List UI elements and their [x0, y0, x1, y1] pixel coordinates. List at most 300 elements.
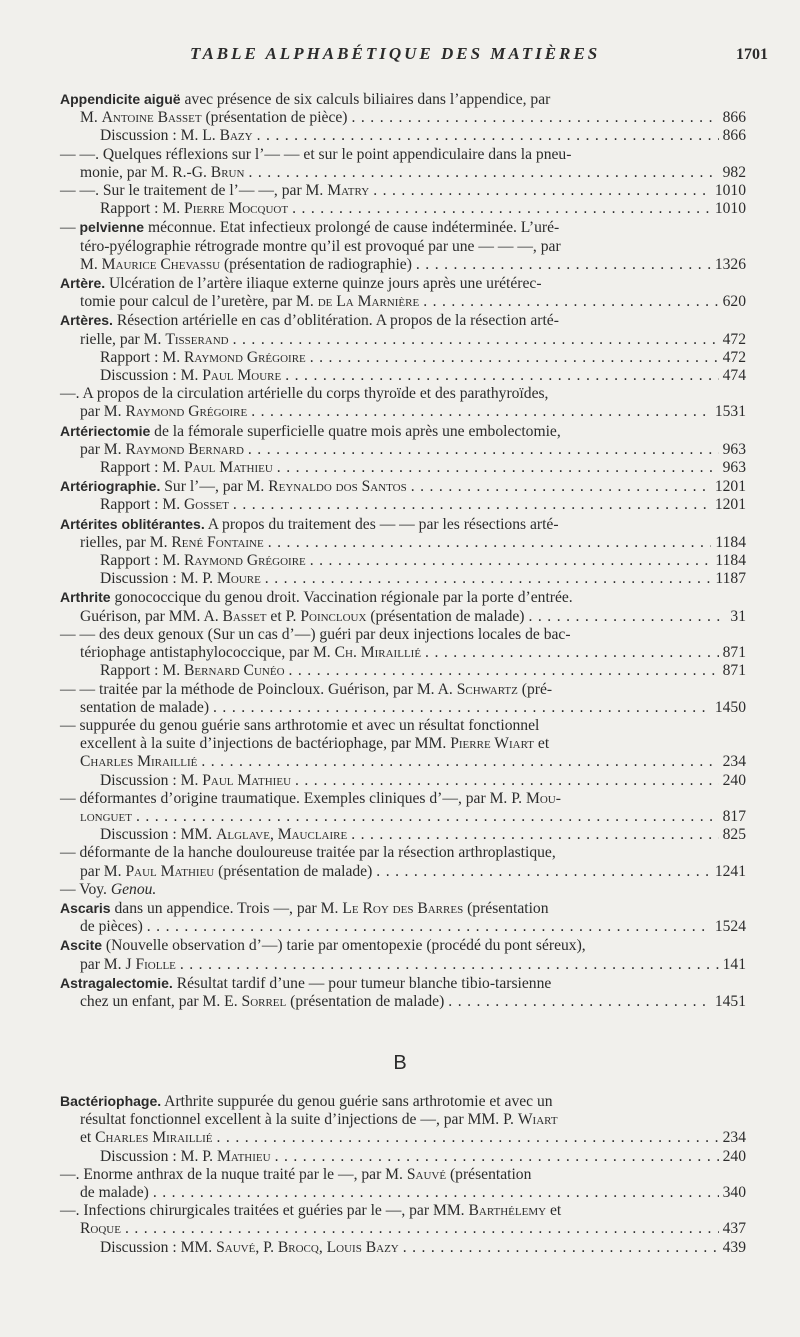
page-reference: 1450 — [714, 698, 746, 716]
index-line — [60, 109, 746, 127]
index-text: (pré- — [517, 680, 553, 698]
index-text: Gosset — [184, 496, 229, 514]
leader-dots — [306, 552, 712, 570]
index-line-text — [80, 956, 176, 974]
index-text: — suppurée du genou guérie sans arthrotomie et avec un résultat fonctionnel — [60, 716, 540, 734]
leader-dots — [291, 772, 719, 790]
index-line-text — [80, 735, 549, 753]
index-text: Sauvé — [406, 1165, 447, 1183]
index-text: par M. — [80, 440, 126, 458]
index-text: Rapport : M. — [100, 348, 185, 366]
index-text: — — traitée par la méthode de Poincloux. Guérison, par M. A. — [60, 680, 457, 698]
index-line-text — [80, 1129, 213, 1147]
index-line — [60, 735, 746, 753]
index-text: Alglave, Mauclaire — [216, 826, 348, 844]
index-text: Paul Mathieu — [202, 771, 292, 789]
index-line-text — [80, 331, 229, 349]
index-text: tériophage antistaphylococcique, par M. — [80, 644, 335, 662]
index-line — [60, 182, 746, 200]
index-line-text — [100, 826, 347, 844]
index-heading: Artériectomie — [60, 422, 151, 439]
index-text: Matry — [327, 182, 370, 200]
page-reference: 1187 — [715, 570, 746, 588]
page-header — [0, 40, 800, 70]
index-text: par M. — [80, 862, 126, 880]
leader-dots — [288, 200, 711, 218]
index-line-text — [100, 772, 291, 790]
index-line-text — [60, 90, 550, 109]
index-text: Reynaldo dos Santos — [268, 478, 407, 496]
index-text: — — des deux genoux (Sur un cas d’—) guéri par deux injections locales de bac- — [60, 625, 571, 643]
index-line-text — [80, 918, 143, 936]
index-text: Rapport : M. — [100, 496, 185, 514]
index-text: Wiart — [517, 1111, 558, 1129]
page-reference: 982 — [722, 163, 746, 181]
index-line — [60, 534, 746, 552]
index-line — [60, 403, 746, 421]
index-line — [60, 881, 746, 899]
index-line-text — [60, 974, 551, 993]
index-line-text — [60, 844, 556, 862]
index-text: par M. J — [80, 955, 136, 973]
index-heading: Appendicite aiguë — [60, 91, 181, 107]
page-reference: 825 — [722, 826, 746, 844]
leader-dots — [247, 403, 711, 421]
index-line — [60, 200, 746, 218]
index-text: — — [60, 219, 80, 237]
leader-dots — [261, 570, 712, 588]
index-text: Ch. Miraillié — [334, 644, 422, 662]
index-heading: Bactériophage. — [60, 1093, 162, 1109]
index-line — [60, 863, 746, 881]
page-reference: 437 — [722, 1220, 746, 1238]
index-text: Résection artérielle en cas d’oblitération. A propos de la résection arté- — [112, 312, 559, 330]
index-line — [60, 238, 746, 256]
index-text: gonococcique du genou droit. Vaccination régionale par la porte d’entrée. — [110, 589, 573, 607]
page-reference: 817 — [722, 807, 746, 825]
index-line — [60, 844, 746, 862]
leader-dots — [121, 1220, 719, 1238]
index-line-text — [80, 608, 525, 626]
index-line-text — [80, 699, 209, 717]
index-line — [60, 164, 746, 182]
index-text: Sur l’—, par M. — [160, 478, 269, 496]
index-line-text — [100, 349, 306, 367]
index-text: Mathieu — [216, 1147, 271, 1165]
index-line — [60, 1092, 746, 1111]
index-text: —. Infections chirurgicales traitées et guéries par le —, par MM. — [60, 1202, 469, 1220]
index-line-text — [80, 441, 244, 459]
leader-dots — [253, 127, 719, 145]
index-line — [60, 662, 746, 680]
index-line — [60, 1184, 746, 1202]
index-text: (présentation de radiographie) — [220, 255, 412, 273]
index-text: Rapport : M. — [100, 200, 185, 218]
index-line-text — [100, 200, 288, 218]
page-reference: 1531 — [714, 403, 746, 421]
index-text: Discussion : M. P. — [100, 570, 217, 588]
leader-dots — [407, 478, 711, 496]
leader-dots — [213, 1129, 719, 1147]
index-text: Ulcération de l’artère iliaque externe quinze jours après une urétérec- — [105, 275, 542, 293]
page-reference: 1451 — [714, 992, 746, 1010]
index-entries-a — [60, 90, 746, 1011]
index-line-text — [60, 477, 407, 496]
index-line — [60, 1129, 746, 1147]
index-line — [60, 367, 746, 385]
index-line-text — [60, 936, 586, 955]
leader-dots — [264, 534, 712, 552]
section-letter: B — [393, 1052, 407, 1074]
index-line-text — [60, 146, 571, 164]
index-text: longuet — [80, 807, 132, 825]
index-line-text — [80, 238, 561, 256]
index-text: Rapport : M. — [100, 459, 185, 477]
index-line-text — [80, 1111, 558, 1129]
index-text: Roque — [80, 1220, 121, 1238]
index-text: Barthélemy — [468, 1202, 547, 1220]
index-line-text — [60, 1092, 553, 1111]
index-line — [60, 477, 746, 496]
index-text: Arthrite suppurée du genou guérie sans arthrotomie et avec un — [161, 1093, 553, 1110]
index-text: Maurice Chevassu — [101, 255, 221, 273]
index-text: Moure — [216, 570, 261, 588]
index-line-text — [80, 534, 264, 552]
index-line — [60, 588, 746, 607]
leader-dots — [412, 256, 711, 274]
index-line — [60, 385, 746, 403]
index-text: (présentation de malade) — [286, 992, 445, 1010]
index-text: Paul Moure — [202, 367, 282, 385]
index-line — [60, 956, 746, 974]
index-text: Discussion : M. — [100, 771, 203, 789]
index-text: méconnue. Etat infectieux prolongé de cause indéterminée. L’uré- — [144, 219, 560, 237]
index-text: résultat fonctionnel excellent à la suite d’injections de —, par MM. P. — [80, 1111, 518, 1129]
running-title: TABLE ALPHABÉTIQUE DES MATIÈRES — [190, 44, 601, 63]
index-text: Paul Mathieu — [125, 862, 215, 880]
index-line-text — [60, 515, 559, 534]
index-line-text — [60, 899, 549, 918]
index-text: de malade) — [80, 1184, 149, 1202]
index-text: et P. — [266, 607, 301, 625]
page-reference: 871 — [722, 662, 746, 680]
index-text: et — [546, 1202, 562, 1220]
index-line — [60, 570, 746, 588]
index-line-text — [60, 881, 156, 899]
index-line — [60, 681, 746, 699]
index-text: Antoine Basset — [101, 109, 202, 127]
page-reference: 439 — [722, 1238, 746, 1256]
leader-dots — [348, 109, 719, 127]
index-line — [60, 90, 746, 109]
page-reference: 340 — [722, 1184, 746, 1202]
index-line-text — [60, 311, 559, 330]
leader-dots — [444, 993, 711, 1011]
leader-dots — [306, 349, 719, 367]
index-line — [60, 808, 746, 826]
index-line — [60, 496, 746, 514]
index-text: tomie pour calcul de l’uretère, par M. — [80, 293, 318, 311]
index-text: A propos du traitement des — — par les résections arté- — [204, 515, 559, 533]
index-line — [60, 127, 746, 145]
index-text: René Fontaine — [171, 533, 264, 551]
index-line-text — [80, 293, 419, 311]
page-reference: 31 — [730, 607, 746, 625]
index-line-text — [100, 1239, 399, 1257]
index-heading: Artère. — [60, 275, 106, 292]
index-heading: Arthrite — [60, 589, 111, 606]
index-line — [60, 826, 746, 844]
index-line — [60, 459, 746, 477]
index-line-text — [100, 127, 253, 145]
page-reference: 240 — [722, 771, 746, 789]
index-line — [60, 608, 746, 626]
index-line-text — [60, 385, 548, 403]
leader-dots — [149, 1184, 719, 1202]
index-heading: pelvienne — [79, 219, 145, 236]
index-heading: Ascite — [60, 937, 103, 954]
index-line-text — [100, 570, 261, 588]
leader-dots — [209, 699, 711, 717]
index-text: Sorrel — [241, 992, 287, 1010]
index-line-text — [100, 662, 285, 680]
index-line — [60, 993, 746, 1011]
index-line-text — [60, 218, 559, 237]
page-reference: 866 — [722, 127, 746, 145]
index-text: Discussion : MM. — [100, 826, 217, 844]
index-text: Basset — [222, 607, 267, 625]
page-reference: 871 — [722, 644, 746, 662]
page-reference: 963 — [722, 440, 746, 458]
index-text: Le Roy des Barres — [342, 899, 464, 917]
index-line — [60, 311, 746, 330]
page-reference: 234 — [722, 1129, 746, 1147]
index-text: Bernard Cunéo — [184, 662, 285, 680]
index-line-text — [100, 367, 281, 385]
index-line-text — [60, 274, 542, 293]
index-text: Résultat tardif d’une — pour tumeur blanche tibio-tarsienne — [172, 974, 552, 992]
index-text: de pièces) — [80, 918, 143, 936]
index-line — [60, 753, 746, 771]
index-line-text — [80, 403, 247, 421]
page-reference: 866 — [722, 109, 746, 127]
index-line — [60, 899, 746, 918]
index-line-text — [60, 1166, 531, 1184]
index-text: de La Marnière — [317, 293, 420, 311]
index-text: de la fémorale superficielle quatre mois après une embolectomie, — [150, 422, 561, 440]
index-heading: Artériographie. — [60, 478, 161, 495]
index-text: — déformantes d’origine traumatique. Exemples cliniques d’—, par M. P. — [60, 789, 526, 807]
index-line-text — [60, 422, 561, 441]
index-line — [60, 515, 746, 534]
index-line — [60, 1111, 746, 1129]
index-text: Tisserand — [165, 330, 229, 348]
index-line — [60, 1166, 746, 1184]
leader-dots — [421, 644, 719, 662]
leader-dots — [525, 608, 727, 626]
index-text: Mou- — [525, 789, 561, 807]
index-line — [60, 644, 746, 662]
leader-dots — [271, 1148, 719, 1166]
leader-dots — [132, 808, 719, 826]
index-text: — déformante de la hanche douloureuse traitée par la résection arthroplastique, — [60, 844, 556, 862]
index-line-text — [80, 863, 372, 881]
index-text: avec présence de six calculs biliaires dans l’appendice, par — [180, 91, 551, 108]
index-line — [60, 218, 746, 237]
leader-dots — [197, 753, 718, 771]
index-heading: Astragalectomie. — [60, 974, 173, 991]
index-line-text — [100, 1148, 271, 1166]
leader-dots — [229, 496, 711, 514]
leader-dots — [176, 956, 719, 974]
index-text: Bazy — [219, 127, 253, 145]
index-line-text — [80, 1220, 121, 1238]
leader-dots — [244, 164, 718, 182]
index-text: Discussion : M. P. — [100, 1147, 217, 1165]
leader-dots — [244, 441, 719, 459]
page-reference: 620 — [722, 293, 746, 311]
index-heading: Artérites oblitérantes. — [60, 515, 205, 532]
index-line-text — [100, 496, 229, 514]
index-text: Genou. — [110, 880, 157, 898]
index-line — [60, 422, 746, 441]
index-text: Schwartz — [456, 680, 518, 698]
index-text: chez un enfant, par M. E. — [80, 992, 242, 1010]
page-reference: 1184 — [715, 533, 746, 551]
index-line — [60, 717, 746, 735]
index-line — [60, 918, 746, 936]
index-text: Charles Miraillié — [95, 1129, 213, 1147]
index-text: Raymond Grégoire — [125, 403, 248, 421]
index-text: — —. Quelques réflexions sur l’— — et sur le point appendiculaire dans la pneu- — [60, 145, 572, 163]
index-text: Guérison, par MM. A. — [80, 607, 223, 625]
leader-dots — [372, 863, 711, 881]
leader-dots — [285, 662, 719, 680]
index-line — [60, 146, 746, 164]
leader-dots — [347, 826, 718, 844]
index-text: Fiolle — [135, 955, 176, 973]
index-text: téro-pyélographie rétrograde montre qu’il est provoqué par une — — —, par — [80, 237, 561, 255]
index-text: Pierre Mocquot — [184, 200, 289, 218]
index-text: (présentation — [446, 1165, 532, 1183]
index-line — [60, 699, 746, 717]
index-text: Discussion : M. — [100, 367, 203, 385]
index-text: — Voy. — [60, 880, 111, 898]
index-text: Raymond Bernard — [125, 440, 244, 458]
page-reference: 472 — [722, 330, 746, 348]
index-text: et — [534, 735, 550, 753]
index-text: Rapport : M. — [100, 552, 185, 570]
index-line — [60, 936, 746, 955]
leader-dots — [281, 367, 718, 385]
index-text: excellent à la suite d’injections de bactériophage, par MM. — [80, 735, 451, 753]
index-line — [60, 790, 746, 808]
index-line — [60, 552, 746, 570]
index-line-text — [60, 626, 571, 644]
index-line-text — [80, 644, 421, 662]
index-text: (présentation de pièce) — [201, 109, 348, 127]
page-reference: 1201 — [714, 496, 746, 514]
index-text: rielle, par M. — [80, 330, 166, 348]
page-reference: 1326 — [714, 255, 746, 273]
index-text: Sauvé, P. Brocq, Louis Bazy — [216, 1238, 399, 1256]
index-text: Raymond Grégoire — [184, 552, 306, 570]
index-text: (présentation de malade) — [366, 607, 525, 625]
index-text: (présentation — [463, 899, 549, 917]
page-number: 1701 — [736, 46, 768, 63]
index-line-text — [80, 808, 132, 826]
index-text: — —. Sur le traitement de l’— —, par M. — [60, 182, 328, 200]
index-text: Rapport : M. — [100, 662, 185, 680]
page-reference: 1524 — [714, 918, 746, 936]
index-text: rielles, par M. — [80, 533, 172, 551]
index-text: M. — [80, 255, 102, 273]
index-line-text — [100, 552, 306, 570]
index-line — [60, 974, 746, 993]
page-reference: 1241 — [714, 862, 746, 880]
page-reference: 141 — [722, 955, 746, 973]
index-text: —. A propos de la circulation artérielle du corps thyroïde et des parathyroïdes, — [60, 385, 549, 403]
index-entries-b — [60, 1092, 746, 1257]
index-text: Discussion : MM. — [100, 1238, 217, 1256]
index-text: (Nouvelle observation d’—) tarie par omentopexie (procédé du pont séreux), — [102, 937, 586, 955]
index-text: Pierre Wiart — [450, 735, 535, 753]
index-text: et — [80, 1129, 96, 1147]
index-heading: Artères. — [60, 312, 113, 329]
index-line — [60, 626, 746, 644]
page-reference: 1201 — [714, 478, 746, 496]
index-line — [60, 772, 746, 790]
index-line-text — [60, 1202, 561, 1220]
index-line-text — [80, 1184, 149, 1202]
index-line — [60, 331, 746, 349]
page-reference: 474 — [722, 367, 746, 385]
index-text: par M. — [80, 403, 126, 421]
index-text: Paul Mathieu — [184, 459, 273, 477]
index-line — [60, 256, 746, 274]
index-line-text — [60, 717, 539, 735]
page-reference: 1010 — [714, 200, 746, 218]
page-reference: 472 — [722, 348, 746, 366]
index-line — [60, 274, 746, 293]
page-reference: 234 — [722, 753, 746, 771]
index-line-text — [60, 681, 552, 699]
index-line-text — [60, 182, 369, 200]
index-line-text — [80, 993, 444, 1011]
index-line — [60, 1148, 746, 1166]
index-line — [60, 441, 746, 459]
index-line — [60, 1202, 746, 1220]
index-line-text — [80, 109, 348, 127]
index-text: Brun — [210, 163, 245, 181]
index-text: Raymond Grégoire — [184, 348, 306, 366]
index-text: Charles Miraillié — [80, 753, 198, 771]
index-line-text — [60, 790, 561, 808]
index-text: —. Enorme anthrax de la nuque traité par le —, par M. — [60, 1165, 407, 1183]
page-reference: 1184 — [715, 552, 746, 570]
leader-dots — [399, 1239, 719, 1257]
index-line-text — [100, 459, 273, 477]
index-line — [60, 293, 746, 311]
leader-dots — [369, 182, 711, 200]
index-line — [60, 1220, 746, 1238]
leader-dots — [143, 918, 711, 936]
index-line-text — [80, 164, 244, 182]
index-text: Poincloux — [300, 607, 367, 625]
index-heading: Ascaris — [60, 899, 111, 916]
index-text: sentation de malade) — [80, 698, 210, 716]
leader-dots — [229, 331, 719, 349]
